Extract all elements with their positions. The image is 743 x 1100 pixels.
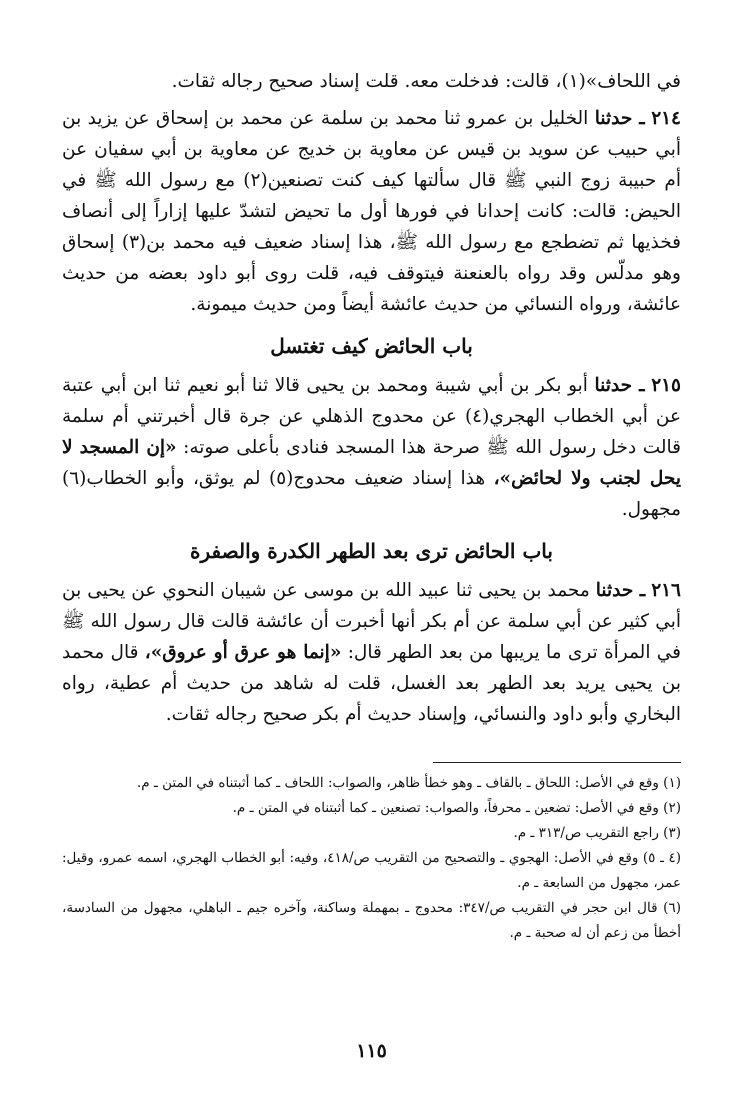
hadith-text: محمد بن يحيى ثنا عبيد الله بن موسى عن شيبان النحوي عن يحيى بن أبي كثير عن أبي سلمة عن أم بكر أنها أخبرت أن عائشة قالت قال رسول الله ﷺ في المرأة ترى ما يريبها من بعد الطهر قال: xyxy=(62,580,682,663)
hadith-216 xyxy=(62,575,681,730)
footnote-divider xyxy=(433,762,681,763)
footnotes xyxy=(62,771,681,946)
prophetic-quote: «إن المسجد لا يحل لجنب ولا لحائض»، xyxy=(62,437,681,489)
footnote: (١) وقع في الأصل: اللحاق ـ بالقاف ـ وهو خطأ ظاهر، والصواب: اللحاف ـ كما أثبتناه في المتن ـ م. xyxy=(136,775,681,791)
page-body xyxy=(62,66,681,946)
chapter-heading: باب الحائض ترى بعد الطهر الكدرة والصفرة xyxy=(190,539,553,563)
hadith-215 xyxy=(62,370,681,525)
footnote: (٣) راجع التقريب ص/٣١٣ ـ م. xyxy=(513,825,681,841)
hadith-number: ٢١٤ xyxy=(651,108,681,129)
hadith-number: ٢١٥ xyxy=(651,375,681,396)
footnote: (٢) وقع في الأصل: تضعين ـ محرفاً، والصواب: تصنعين ـ كما أثبتناه في المتن ـ م. xyxy=(232,800,681,816)
haddathana-label: ـ حدثنا xyxy=(594,108,645,129)
page-number: ١١٥ xyxy=(356,1040,387,1062)
chapter-heading: باب الحائض كيف تغتسل xyxy=(270,334,473,358)
continuation-paragraph: في اللحاف»(١)، قالت: فدخلت معه. قلت إسناد صحيح رجاله ثقات. xyxy=(171,71,681,92)
hadith-text: أبو بكر بن أبي شيبة ومحمد بن يحيى قالا ثنا أبو نعيم ثنا ابن أبي عتبة عن أبي الخطاب الهجري(٤) عن محدوج الذهلي عن جرة قال أخبرتني أم سلمة قالت دخل رسول الله ﷺ صرحة هذا المسجد فنادى بأعلى صوته: xyxy=(62,375,681,458)
hadith-grading: قال محمد بن يحيى يريد بعد الطهر بعد الغسل، قلت له شاهد من حديث أم عطية، رواه البخاري وأبو داود والنسائي، وإسناد حديث أم بكر صحيح رجاله ثقات. xyxy=(62,642,681,725)
footnote: (٤ ـ ٥) وقع في الأصل: الهجوي ـ والتصحيح من التقريب ص/٤١٨، وفيه: أبو الخطاب الهجري، اسمه عمرو، وقيل: عمر، مجهول من السابعة ـ م. xyxy=(62,850,681,891)
hadith-214 xyxy=(62,103,681,320)
hadith-grading: هذا إسناد ضعيف محدوج(٥) لم يوثق، وأبو الخطاب(٦) مجهول. xyxy=(62,468,681,520)
haddathana-label: ـ حدثنا xyxy=(595,580,646,601)
hadith-number: ٢١٦ xyxy=(651,580,681,601)
footnote: (٦) قال ابن حجر في التقريب ص/٣٤٧: محدوج ـ بمهملة وساكنة، وآخره جيم ـ الباهلي، مجهول من السادسة، أخطأ من زعم أن له صحبة ـ م. xyxy=(62,900,681,941)
hadith-text: الخليل بن عمرو ثنا محمد بن سلمة عن محمد بن إسحاق عن يزيد بن أبي حبيب عن سويد بن قيس عن معاوية بن خديج عن معاوية بن أبي سفيان عن أم حبيبة زوج النبي ﷺ قال سألتها كيف كنت تصنعين(٢) مع رسول الله ﷺ في الحيض: قالت: كانت إحدانا في فورها أول ما تحيض لتشدّ عليها إزاراً إلى أنصاف فخذيها ثم تضطجع مع رسول الله ﷺ، هذا إسناد ضعيف فيه محمد بن(٣) إسحاق وهو مدلّس وقد رواه بالعنعنة فيتوقف فيه، قلت روى أبو داود بعضه من حديث عائشة، ورواه النسائي من حديث عائشة أيضاً ومن حديث ميمونة. xyxy=(62,108,682,315)
haddathana-label: ـ حدثنا xyxy=(594,375,645,396)
prophetic-quote: «إنما هو عرق أو عروق»، xyxy=(144,642,342,663)
